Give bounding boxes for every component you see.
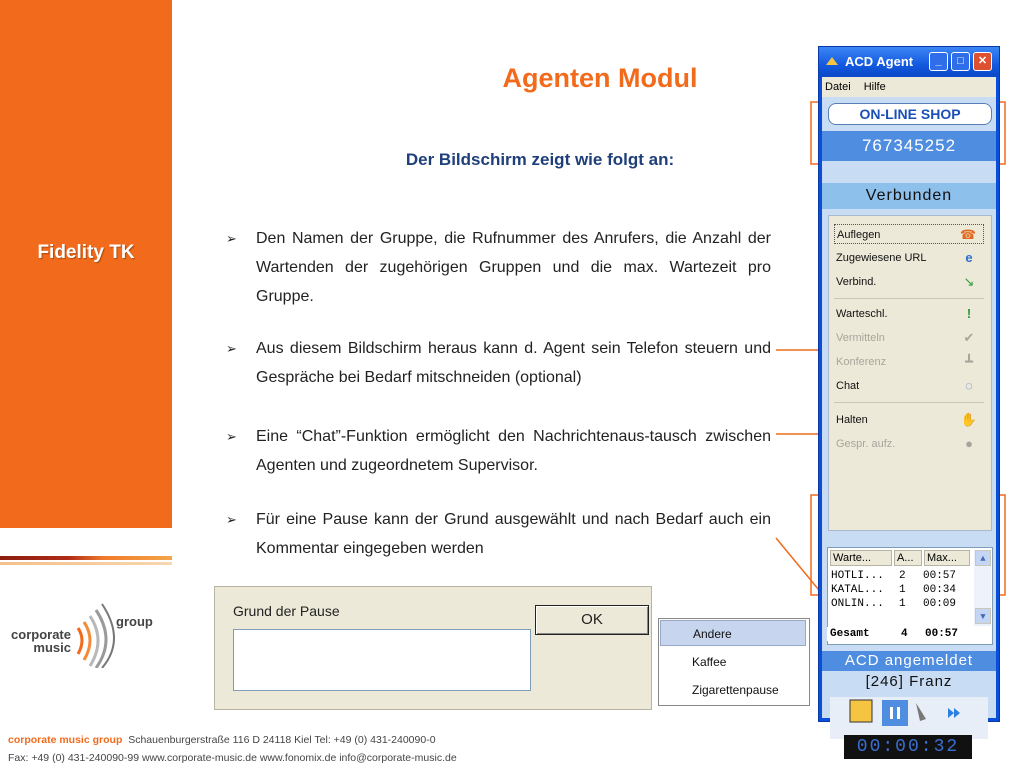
total-label: Gesamt [830,628,870,640]
option-zigarettenpause[interactable]: Zigarettenpause [692,683,779,697]
window-title: ACD Agent [845,54,914,69]
check-icon: ✔ [963,330,975,345]
footer-address: Schauenburgerstraße 116 D 24118 Kiel Tel: +49 (0) 431-240090-0 [128,734,436,746]
bullet-marker: ➢ [226,429,237,444]
button-label: Chat [836,380,860,392]
queue-max: 00:34 [923,584,957,596]
ready-icon [850,700,872,722]
column-header-max[interactable]: Max... [924,550,970,566]
button-label: Warteschl. [836,308,888,320]
call-timer: 00:00:32 [844,735,972,759]
hangup-button[interactable] [834,224,984,244]
close-icon[interactable]: ✕ [973,52,992,71]
scroll-up-icon[interactable]: ▲ [975,550,991,566]
page-subtitle: Der Bildschirm zeigt wie folgt an: [405,150,675,169]
queue-max: 00:57 [923,570,957,582]
menu-hilfe[interactable]: Hilfe [863,81,886,93]
transfer-button[interactable] [834,328,984,348]
queue-name: KATAL... [831,584,884,596]
bullet-marker: ➢ [226,231,237,246]
pause-reason-label: Grund der Pause [233,603,340,619]
maximize-icon[interactable]: □ [951,52,970,71]
hold-button[interactable] [834,410,984,430]
chat-button[interactable] [834,376,984,396]
bullet-marker: ➢ [226,341,237,356]
group-name: ON-LINE SHOP [828,103,992,125]
chat-icon: ◌ [965,378,973,393]
bullet-text: Eine “Chat”-Funktion ermöglicht den Nachrichtenaus-tausch zwischen Agenten und zugeordnetem Supervisor. [256,428,771,474]
button-label: Gespr. aufz. [836,438,896,450]
bullet-text: Für eine Pause kann der Grund ausgewählt und nach Bedarf auch ein Kommentar eingegeben werden [256,511,771,557]
queue-name: HOTLI... [831,570,884,582]
exclamation-icon: ! [966,306,972,321]
agent-control-buttons [830,697,988,739]
total-max: 00:57 [925,628,959,640]
pause-reason-dialog [214,586,652,710]
button-label: Halten [836,414,868,426]
logo-line1: corporate [11,627,71,642]
page-title: Agenten Modul [502,63,698,93]
agent-panel [822,97,996,757]
menu-datei[interactable]: Datei [825,81,851,93]
assigned-url-button[interactable] [834,248,984,268]
logo-group-text: group [116,614,153,629]
button-label: Vermitteln [836,332,885,344]
divider [834,402,984,403]
connect-button[interactable] [834,272,984,292]
acd-agent-window [818,46,1000,757]
agent-id: [246] Franz [822,671,996,693]
record-call-button[interactable] [834,434,984,454]
bullet-text: Den Namen der Gruppe, die Rufnummer des Anrufers, die Anzahl der Wartenden der zugehörigen Gruppen und die max. Wartezeit pro Gruppe. [256,230,771,305]
login-status: ACD angemeldet [822,651,996,671]
minimize-icon[interactable]: _ [929,52,948,71]
ie-icon: e [965,250,973,265]
queue-count: 1 [899,598,906,610]
menu-bar [822,77,996,97]
queue-name: ONLIN... [831,598,884,610]
pause-comment-input[interactable] [233,629,531,691]
queue-count: 1 [899,584,906,596]
call-status: Verbunden [822,183,996,209]
conference-icon: ┻ [965,354,973,369]
column-header-warteschlange[interactable]: Warte... [830,550,892,566]
hand-icon: ✋ [960,412,978,427]
logo-line2: music [33,640,71,655]
footer-company: corporate music group [8,734,123,746]
call-control-panel [828,215,992,531]
app-logo-icon [825,55,839,67]
queue-button[interactable] [834,304,984,324]
queue-max: 00:09 [923,598,957,610]
option-kaffee[interactable]: Kaffee [692,655,727,669]
conference-button[interactable] [834,352,984,372]
queue-total [827,627,977,641]
button-label: Auflegen [837,229,881,241]
table-row[interactable] [831,570,971,583]
pause-icon [882,700,908,726]
table-row[interactable] [831,598,971,611]
button-label: Verbind. [836,276,877,288]
column-header-anzahl[interactable]: A... [894,550,922,566]
footer-line-2: Fax: +49 (0) 431-240090-99 www.corporate-music.de www.fonomix.de info@corporate-music.de [8,752,457,764]
divider [834,298,984,299]
option-andere[interactable]: Andere [660,620,806,646]
caller-number: 767345252 [822,131,996,161]
queue-scrollbar[interactable] [974,550,991,626]
queue-count: 2 [899,570,906,582]
hangup-icon: ☎ [959,227,977,242]
table-row[interactable] [831,584,971,597]
record-icon: ● [965,436,973,451]
pause-reason-list [658,618,810,706]
bullet-text: Aus diesem Bildschirm heraus kann d. Agent sein Telefon steuern und Gespräche bei Bedarf mitschneiden (optional) [256,340,771,386]
sidebar-title: Fidelity TK [37,242,135,263]
arrow-down-right-icon: ↘ [963,274,975,289]
footer-line-1 [8,734,436,746]
bullet-marker: ➢ [226,512,237,527]
button-label: Konferenz [836,356,887,368]
button-label: Zugewiesene URL [836,252,927,264]
window-titlebar[interactable] [819,47,999,77]
scroll-down-icon[interactable]: ▼ [975,608,991,624]
ok-button[interactable]: OK [535,605,649,635]
total-count: 4 [901,628,908,640]
